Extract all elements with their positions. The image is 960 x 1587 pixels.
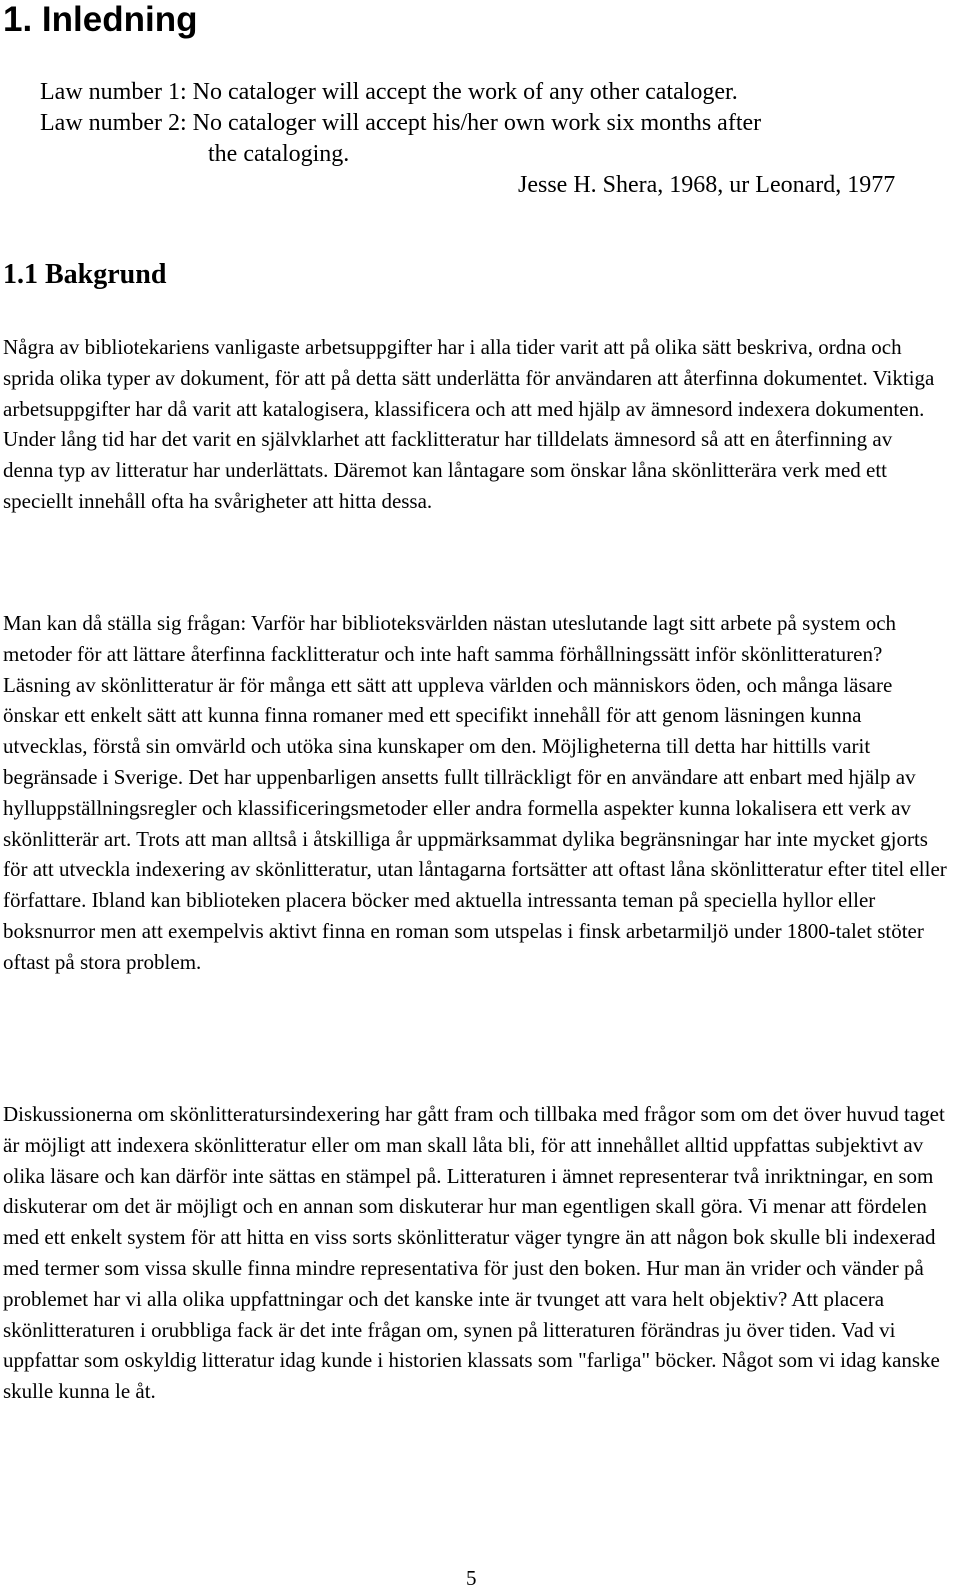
body-paragraph-3: Diskussionerna om skönlitteratursindexering har gått fram och tillbaka med frågor som om det över huvud taget är möjligt att indexera skönlitteratur eller om man skall låta bli, för att innehållet alltid uppfattas subjektivt av olika läsare och kan därför inte sättas en stämpel på. Litteraturen i ämnet representerar två inriktningar, en som diskuterar om det är möjligt och en annan som diskuterar hur man egentligen skall göra. Vi menar att fördelen med ett enkelt system för att hitta en viss sorts skönlitteratur väger tyngre än att någon bok skulle bli indexerad med termer som vissa skulle finna mindre representativa för just den boken. Hur man än vrider och vänder på problemet har vi alla olika uppfattningar och det kanske inte är tvunget att vara helt objektiv? Att placera skönlitteraturen i orubbliga fack är det inte frågan om, synen på litteraturen förändras ju över tiden. Vad vi uppfattar som oskyldig litteratur idag kunde i historien klassats som "farliga" böcker. Något som vi idag kanske skulle kunna le åt.: [3, 1102, 945, 1404]
epigraph-attribution: Jesse H. Shera, 1968, ur Leonard, 1977: [518, 172, 896, 198]
page-number: 5: [466, 1570, 477, 1587]
epigraph-line-3: the cataloging.: [208, 141, 350, 167]
epigraph-line-1: Law number 1: No cataloger will accept the work of any other cataloger.: [40, 79, 738, 105]
section-heading: 1.1 Bakgrund: [3, 259, 167, 290]
body-paragraph-2: Man kan då ställa sig frågan: Varför har biblioteksvärlden nästan uteslutande lagt sitt arbete på system och metoder för att lättare återfinna facklitteratur och inte haft samma förhållningssätt inför skönlitteraturen? Läsning av skönlitteratur är för många ett sätt att uppleva världen och människors öden, och många läsare önskar ett enkelt sätt att kunna finna romaner med ett specifikt innehåll för att genom läsningen kunna utvecklas, förstå sin omvärld och utöka sina kunskaper om den. Möjligheterna till detta har hittills varit begränsade i Sverige. Det har uppenbarligen ansetts fullt tillräckligt för en användare att enbart med hjälp av hylluppställningsregler och klassificeringsmetoder eller andra formella aspekter kunna lokalisera ett verk av skönlitterär art. Trots att man alltså i åtskilliga år uppmärksammat dylika begränsningar har inte mycket gjorts för att utveckla indexering av skönlitteratur, utan låntagarna fortsätter att oftast låna skönlitteratur efter titel eller författare. Ibland kan biblioteken placera böcker med aktuella intressanta teman på speciella hyllor eller boksnurror men att exempelvis aktivt finna en roman som utspelas i finsk arbetarmiljö under 1800-talet stöter oftast på stora problem.: [3, 611, 947, 974]
epigraph: [40, 77, 940, 201]
chapter-heading: 1. Inledning: [3, 0, 198, 39]
body-paragraph-1: Några av bibliotekariens vanligaste arbetsuppgifter har i alla tider varit att på olika sätt beskriva, ordna och sprida olika typer av dokument, för att på detta sätt underlätta för användaren att återfinna dokumentet. Viktiga arbetsuppgifter har då varit att katalogisera, klassificera och att med hjälp av ämnesord indexera dokumenten. Under lång tid har det varit en självklarhet att facklitteratur har tilldelats ämnesord så att en återfinning av denna typ av litteratur har underlättats. Däremot kan låntagare som önskar låna skönlitterära verk med ett speciellt innehåll ofta ha svårigheter att hitta dessa.: [3, 335, 935, 513]
epigraph-line-2: Law number 2: No cataloger will accept his/her own work six months after: [40, 110, 762, 136]
